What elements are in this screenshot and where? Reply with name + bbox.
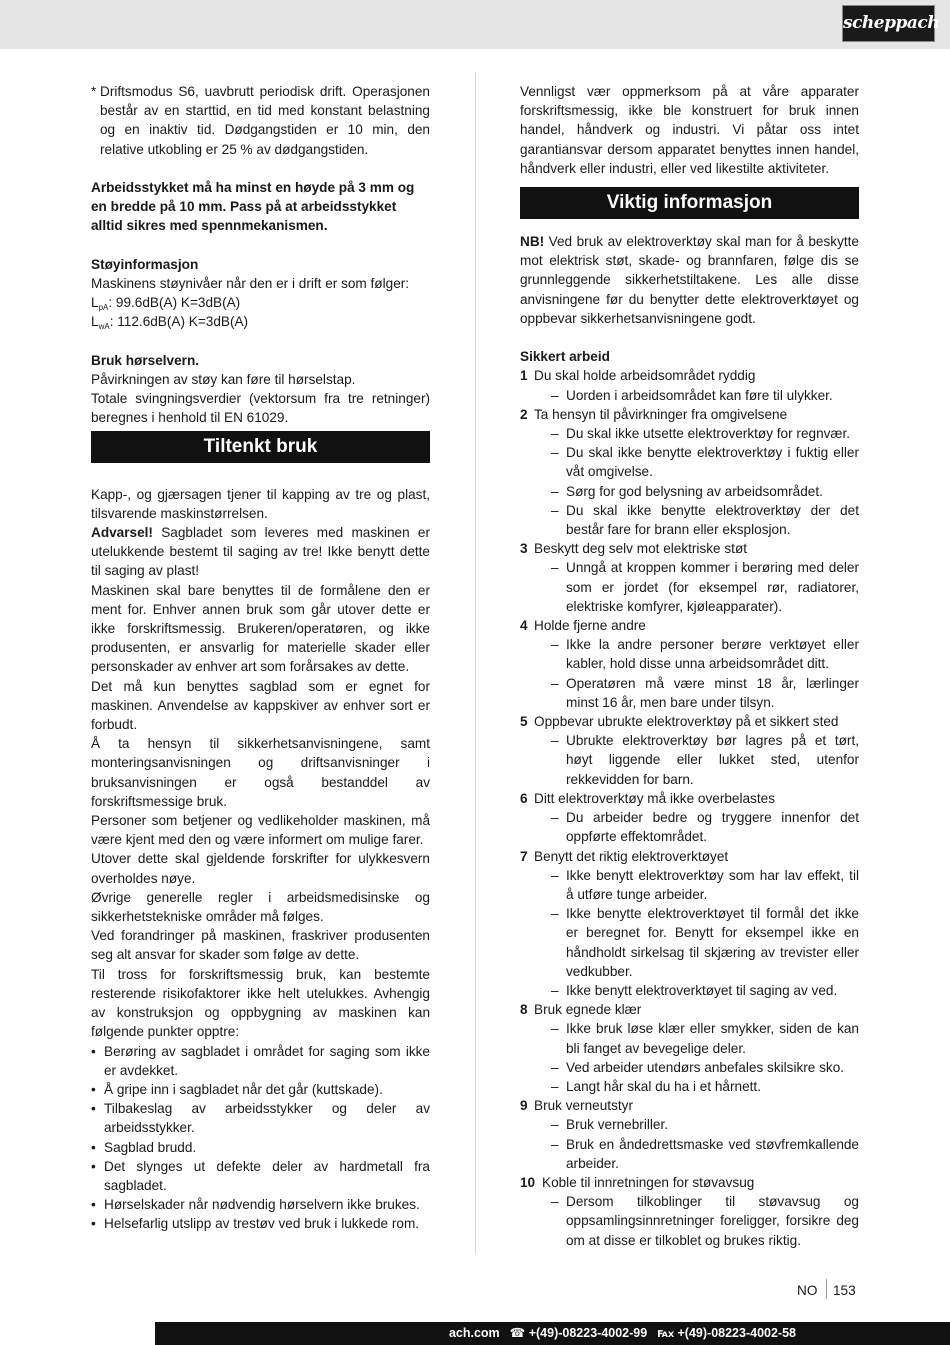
list-item: • Tilbakeslag av arbeidsstykker og deler av arbeidsstykker. [91,1099,430,1137]
warning-paragraph [91,523,430,581]
list-item: 1 Du skal holde arbeidsområdet ryddig – Uorden i arbeidsområdet kan føre til ulykker. [520,366,859,404]
website-link[interactable]: ach.com [448,1326,500,1340]
list-item: 9 Bruk verneutstyr – Bruk vernebriller. – Bruk en åndedrettsmaske ved støvfremkallende arbeider. [520,1096,859,1173]
right-column [520,82,859,1250]
residual-risk-list [91,1042,430,1234]
list-item: – Ikke benytt elektroverktøy som har lav effekt, til å utføre tunge arbeider. [551,866,859,904]
language-code: NO [797,1283,818,1298]
list-item: – Du skal ikke benytte elektroverktøy der det består fare for brann eller eksplosjon. [551,501,859,539]
list-item: • Å gripe inn i sagbladet når det går (kuttskade). [91,1080,430,1099]
nb-label: NB! [520,234,545,250]
list-item: – Du arbeider bedre og tryggere innenfor det oppførte effektområdet. [551,808,859,846]
list-item: – Sørg for god belysning av arbeidsområdet. [551,482,859,501]
header-bar [0,0,950,49]
list-item: – Langt hår skal du ha i et hårnett. [551,1077,859,1096]
nb-paragraph [520,232,859,328]
hearing-text-1: Påvirkningen av støy kan føre til hørselstap. [91,372,356,387]
list-item: – Du skal ikke benytte elektroverktøy i fuktig eller våt omgivelse. [551,443,859,481]
list-item: – Uorden i arbeidsområdet kan føre til ulykker. [551,386,859,405]
list-item: • Hørselskader når nødvendig hørselvern ikke brukes. [91,1195,430,1214]
usage-intro: Vennligst vær oppmerksom på at våre apparater forskriftsmessig, ikke ble konstruert for bruk innen handel, håndverk og industri. Vi påtar oss intet garantiansvar dersom apparatet benyttes innen handel, håndverk eller industri, eller ved likestilte aktiviteter. [520,84,859,176]
list-item: • Sagblad brudd. [91,1138,430,1157]
brand-name: scheppach [843,13,940,33]
list-item: – Dersom tilkoblinger til støvavsug og oppsamlingsinnretninger foreligger, forsikre deg om at disse er tilkoblet og brukes riktig. [551,1192,859,1250]
intended-use-p2: Maskinen skal bare benyttes til de formålene den er ment for. Enhver annen bruk som går utover dette er ikke forskriftsmessig. Brukeren/operatøren, og ikke produsenten, er ansvarlig for materielle skader eller personskader av enhver art som forårsakes av dette. [91,582,430,675]
list-item: 7 Benytt det riktig elektroverktøyet – Ikke benytt elektroverktøy som har lav effekt, til å utføre tunge arbeider. – Ikke benytte elektroverktøyet til formål det ikke er beregnet for. Benytt for eksempel ikke en håndholdt sirkelsag til skjæring av trevister eller vedkubber. – Ikke benytt elektroverktøyet til saging av ved. [520,847,859,1001]
list-item: – Ikke bruk løse klær eller smykker, siden de kan bli fanget av bevegelige deler. [551,1019,859,1057]
list-item: • Det slynges ut defekte deler av hardmetall fra sagbladet. [91,1157,430,1195]
footnote-marker: * [91,84,97,99]
important-info-banner: Viktig informasjon [520,187,859,219]
list-item: – Operatøren må være minst 18 år, lærlinger minst 16 år, men bare under tilsyn. [551,674,859,712]
noise-heading: Støyinformasjon [91,256,199,272]
phone-number: ☎ +(49)-08223-4002-99 [509,1326,648,1340]
safe-work-heading: Sikkert arbeid [520,349,610,365]
fax-number: ℻ +(49)-08223-4002-58 [657,1326,796,1340]
list-item: 8 Bruk egnede klær – Ikke bruk løse klær eller smykker, siden de kan bli fanget av bevegelige deler. – Ved arbeider utendørs anbefales skilsikre sko. – Langt hår skal du ha i et hårnett. [520,1000,859,1096]
warning-text: Sagbladet som leveres med maskinen er utelukkende bestemt til saging av tre! Ikke benytt dette til saging av plast! [91,525,430,579]
left-column [91,82,430,1234]
hearing-heading: Bruk hørselvern. [91,352,200,368]
noise-intro: Maskinens støynivåer når den er i drift er som følger: [91,276,410,291]
list-item: – Bruk en åndedrettsmaske ved støvfremkallende arbeider. [551,1135,859,1173]
list-item: 2 Ta hensyn til påvirkninger fra omgivelsene – Du skal ikke utsette elektroverktøy for regnvær. – Du skal ikke benytte elektroverktøy i fuktig eller våt omgivelse. – Sørg for god belysning av arbeidsområdet. – Du skal ikke benytte elektroverktøy der det består fare for brann eller eksplosjon. [520,405,859,539]
list-item: – Ikke benytte elektroverktøyet til formål det ikke er beregnet for. Benytt for eksempel ikke en håndholdt sirkelsag til skjæring av trevister eller vedkubber. [551,904,859,981]
list-item: – Du skal ikke utsette elektroverktøy for regnvær. [551,424,859,443]
list-item: – Unngå at kroppen kommer i berøring med deler som er jordet (for eksempel rør, radiatorer, elektriske komfyrer, kjøleapparater). [551,558,859,616]
list-item: – Ikke benytt elektroverktøyet til saging av ved. [551,981,859,1000]
list-item: 5 Oppbevar ubrukte elektroverktøy på et sikkert sted – Ubrukte elektroverktøy bør lagres på et tørt, høyt liggende eller lukket sted, utenfor rekkevidden for barn. [520,712,859,789]
intended-use-p6: Utover dette skal gjeldende forskrifter for ulykkesvern overholdes nøye. [91,851,430,886]
page-number-separator [826,1279,827,1299]
intended-use-p5: Personer som betjener og vedlikeholder maskinen, må være kjent med den og være informert om mulige farer. [91,813,430,848]
operating-mode-note [91,82,430,159]
lpa-value: $L_{pA}$: 99.6dB(A) K=3dB(A) [91,295,241,313]
intended-use-p8: Ved forandringer på maskinen, fraskriver produsenten seg alt ansvar for skader som følge av dette. [91,928,430,963]
operating-mode-text: Driftsmodus S6, uavbrutt periodisk drift. Operasjonen består av en starttid, en tid med konstant belastning og en inaktiv tid. Dødgangstiden er 10 min, den relative utkobling er 25 % av dødgangstiden. [100,84,430,157]
column-divider [475,72,476,1254]
safety-list [520,366,859,1249]
list-item: 3 Beskytt deg selv mot elektriske støt – Unngå at kroppen kommer i berøring med deler som er jordet (for eksempel rør, radiatorer, elektriske komfyrer, kjøleapparater). [520,539,859,616]
list-item: 10 Koble til innretningen for støvavsug – Dersom tilkoblinger til støvavsug og oppsamlingsinnretninger foreligger, forsikre deg om at disse er tilkoblet og brukes riktig. [520,1173,859,1250]
intended-use-p4: Å ta hensyn til sikkerhetsanvisningene, samt monteringsanvisningen og driftsanvisninger i bruksanvisningen er også bestanddel av forskriftsmessige bruk. [91,736,430,809]
footer-bar [155,1322,950,1345]
intended-use-p9: Til tross for forskriftsmessig bruk, kan bestemte resterende risikofaktorer ikke helt utelukkes. Avhengig av konstruksjon og oppbygning av maskinen kan følgende punkter opptre: [91,966,430,1040]
list-item: – Ikke la andre personer berøre verktøyet eller kabler, hold disse unna arbeidsområdet ditt. [551,635,859,673]
hearing-text-2: Totale svingningsverdier (vektorsum fra tre retninger) beregnes i henhold til EN 61029. [91,391,430,426]
list-item: • Berøring av sagbladet i området for saging som ikke er avdekket. [91,1042,430,1080]
intended-use-banner: Tiltenkt bruk [91,431,430,463]
list-item: – Bruk vernebriller. [551,1115,859,1134]
warning-label: Advarsel! [91,525,153,541]
list-item: – Ubrukte elektroverktøy bør lagres på et tørt, høyt liggende eller lukket sted, utenfor rekkevidden for barn. [551,731,859,789]
scheppach-logo [842,5,940,42]
list-item: 4 Holde fjerne andre – Ikke la andre personer berøre verktøyet eller kabler, hold disse unna arbeidsområdet ditt. – Operatøren må være minst 18 år, lærlinger minst 16 år, men bare under tilsyn. [520,616,859,712]
intended-use-p1: Kapp-, og gjærsagen tjener til kapping av tre og plast, tilsvarende maskinstørrelsen. [91,486,430,521]
intended-use-p7: Øvrige generelle regler i arbeidsmedisinske og sikkerhetstekniske områder må følges. [91,889,430,925]
intended-use-p3: Det må kun benyttes sagblad som er egnet for maskinen. Anvendelse av kappskiver av enhver sort er forbudt. [91,678,430,733]
lwa-value: $L_{wA}$: 112.6dB(A) K=3dB(A) [91,314,249,332]
contact-info [439,1324,796,1343]
list-item: • Helsefarlig utslipp av trestøv ved bruk i lukkede rom. [91,1214,430,1233]
page-number: 153 [833,1283,856,1298]
list-item: – Ved arbeider utendørs anbefales skilsikre sko. [551,1058,859,1077]
list-item: 6 Ditt elektroverktøy må ikke overbelastes – Du arbeider bedre og tryggere innenfor det oppførte effektområdet. [520,789,859,847]
workpiece-requirement: Arbeidsstykket må ha minst en høyde på 3 mm og en bredde på 10 mm. Pass på at arbeidsstykket alltid sikres med spennmekanismen. [91,180,415,234]
nb-text: Ved bruk av elektroverktøy skal man for å beskytte mot elektrisk støt, skade- og brannfaren, følge dis se grunnleggende sikkerhetstiltakene. Les alle disse anvisningene før du benytter dette elektroverktøyet og oppbevar sikkerhetsanvisningene godt. [520,234,859,326]
